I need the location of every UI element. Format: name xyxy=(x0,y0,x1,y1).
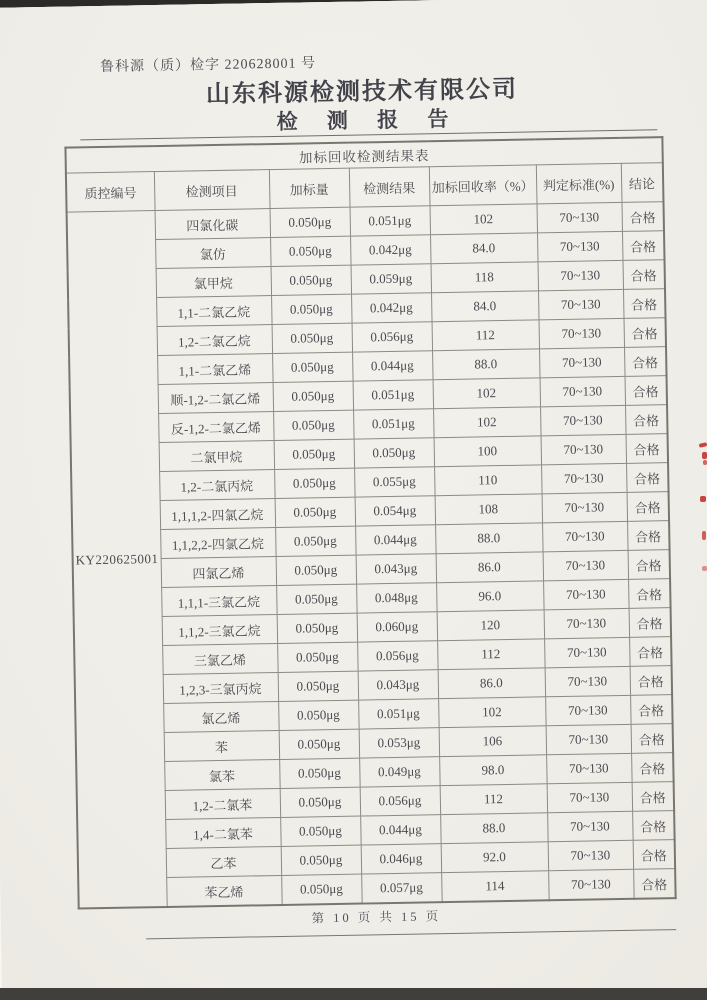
standard-cell: 70~130 xyxy=(537,231,622,261)
conclusion-cell: 合格 xyxy=(625,376,667,406)
spike-amount-cell: 0.050μg xyxy=(279,758,359,788)
spike-amount-cell: 0.050μg xyxy=(276,584,356,614)
spike-amount-cell: 0.050μg xyxy=(272,323,352,353)
recovery-rate-cell: 86.0 xyxy=(436,552,543,583)
spike-amount-cell: 0.050μg xyxy=(271,265,351,295)
spike-amount-cell: 0.050μg xyxy=(273,410,353,440)
conclusion-cell: 合格 xyxy=(630,695,672,725)
conclusion-cell: 合格 xyxy=(629,608,671,638)
item-cell: 1,1,2-三氯乙烷 xyxy=(162,615,277,646)
spike-amount-cell: 0.050μg xyxy=(272,352,352,382)
result-cell: 0.055μg xyxy=(354,467,434,497)
result-cell: 0.044μg xyxy=(352,351,432,381)
column-header: 加标量 xyxy=(269,168,350,208)
item-cell: 顺-1,2-二氯乙烯 xyxy=(158,383,273,414)
spike-amount-cell: 0.050μg xyxy=(271,294,351,324)
document-number: 鲁科源（质）检字 220628001 号 xyxy=(99,56,317,75)
result-cell: 0.049μg xyxy=(359,757,439,787)
spike-amount-cell: 0.050μg xyxy=(280,787,360,817)
conclusion-cell: 合格 xyxy=(627,521,669,551)
spike-amount-cell: 0.050μg xyxy=(275,526,355,556)
qc-number-cell: KY220625001 xyxy=(67,211,167,909)
item-cell: 苯乙烯 xyxy=(166,875,281,907)
conclusion-cell: 合格 xyxy=(625,405,667,435)
result-cell: 0.051μg xyxy=(358,699,438,729)
result-cell: 0.054μg xyxy=(355,496,435,526)
conclusion-cell: 合格 xyxy=(627,492,669,522)
result-cell: 0.059μg xyxy=(351,264,431,294)
item-cell: 苯 xyxy=(164,730,279,761)
standard-cell: 70~130 xyxy=(546,753,631,783)
conclusion-cell: 合格 xyxy=(623,289,665,319)
conclusion-cell: 合格 xyxy=(623,260,665,290)
standard-cell: 70~130 xyxy=(548,869,634,900)
result-cell: 0.046μg xyxy=(361,844,441,874)
item-cell: 反-1,2-二氯乙烯 xyxy=(158,412,273,443)
recovery-rate-cell: 112 xyxy=(437,639,544,670)
conclusion-cell: 合格 xyxy=(633,840,675,870)
standard-cell: 70~130 xyxy=(540,376,625,406)
conclusion-cell: 合格 xyxy=(629,637,671,667)
item-cell: 1,4-二氯苯 xyxy=(165,817,280,848)
conclusion-cell: 合格 xyxy=(628,579,670,609)
result-cell: 0.057μg xyxy=(361,873,442,904)
item-cell: 三氯乙烯 xyxy=(162,643,277,674)
item-cell: 1,1,1-三氯乙烷 xyxy=(161,586,276,617)
standard-cell: 70~130 xyxy=(541,434,626,464)
item-cell: 二氯甲烷 xyxy=(159,441,274,472)
table-title: 加标回收检测结果表 xyxy=(65,137,662,173)
recovery-rate-cell: 108 xyxy=(435,494,542,525)
spike-amount-cell: 0.050μg xyxy=(273,381,353,411)
conclusion-cell: 合格 xyxy=(631,724,673,754)
result-cell: 0.043μg xyxy=(356,554,436,584)
conclusion-cell: 合格 xyxy=(626,434,668,464)
standard-cell: 70~130 xyxy=(541,463,626,493)
recovery-rate-cell: 112 xyxy=(432,320,539,351)
item-cell: 1,2-二氯丙烷 xyxy=(159,470,274,501)
result-cell: 0.043μg xyxy=(358,670,438,700)
conclusion-cell: 合格 xyxy=(631,753,673,783)
recovery-rate-cell: 92.0 xyxy=(441,842,548,873)
item-cell: 氯甲烷 xyxy=(156,267,271,298)
spike-amount-cell: 0.050μg xyxy=(276,555,356,585)
conclusion-cell: 合格 xyxy=(624,347,666,377)
company-name: 山东科源检测技术有限公司 xyxy=(205,76,519,109)
result-cell: 0.060μg xyxy=(357,612,437,642)
column-header: 检测结果 xyxy=(349,167,430,207)
result-cell: 0.048μg xyxy=(356,583,436,613)
recovery-rate-cell: 88.0 xyxy=(432,349,539,380)
recovery-rate-cell: 102 xyxy=(433,378,540,409)
standard-cell: 70~130 xyxy=(538,289,623,319)
spike-amount-cell: 0.050μg xyxy=(281,874,362,905)
result-cell: 0.042μg xyxy=(350,235,430,265)
standard-cell: 70~130 xyxy=(539,318,624,348)
conclusion-cell: 合格 xyxy=(632,782,674,812)
item-cell: 四氯化碳 xyxy=(155,209,270,240)
spike-amount-cell: 0.050μg xyxy=(274,439,354,469)
spike-amount-cell: 0.050μg xyxy=(279,729,359,759)
recovery-rate-cell: 110 xyxy=(434,465,541,496)
recovery-rate-cell: 102 xyxy=(430,204,537,235)
standard-cell: 70~130 xyxy=(540,405,625,435)
item-cell: 氯仿 xyxy=(155,238,270,269)
results-table xyxy=(64,136,676,909)
recovery-rate-cell: 114 xyxy=(441,871,548,902)
recovery-rate-cell: 112 xyxy=(440,784,547,815)
column-header: 判定标准(%) xyxy=(536,163,622,203)
spike-amount-cell: 0.050μg xyxy=(280,816,360,846)
conclusion-cell: 合格 xyxy=(632,811,674,841)
spike-amount-cell: 0.050μg xyxy=(277,613,357,643)
item-cell: 1,2-二氯苯 xyxy=(165,788,280,819)
recovery-rate-cell: 86.0 xyxy=(438,668,545,699)
spike-amount-cell: 0.050μg xyxy=(277,642,357,672)
spike-amount-cell: 0.050μg xyxy=(275,497,355,527)
conclusion-cell: 合格 xyxy=(624,318,666,348)
spike-amount-cell: 0.050μg xyxy=(270,207,350,237)
scan-edge-bottom xyxy=(0,988,707,1000)
spike-amount-cell: 0.050μg xyxy=(274,468,354,498)
standard-cell: 70~130 xyxy=(547,782,632,812)
result-cell: 0.044μg xyxy=(355,525,435,555)
result-cell: 0.056μg xyxy=(360,786,440,816)
item-cell: 乙苯 xyxy=(166,846,281,877)
recovery-rate-cell: 102 xyxy=(438,697,545,728)
result-cell: 0.044μg xyxy=(360,815,440,845)
recovery-rate-cell: 100 xyxy=(434,436,541,467)
item-cell: 氯乙烯 xyxy=(163,701,278,732)
result-cell: 0.053μg xyxy=(359,728,439,758)
footer-divider-line xyxy=(146,929,676,939)
recovery-rate-cell: 118 xyxy=(431,262,538,293)
recovery-rate-cell: 106 xyxy=(439,726,546,757)
standard-cell: 70~130 xyxy=(542,492,627,522)
result-cell: 0.051μg xyxy=(353,409,433,439)
result-cell: 0.056μg xyxy=(357,641,437,671)
column-header: 质控编号 xyxy=(66,172,155,213)
standard-cell: 70~130 xyxy=(538,260,623,290)
column-header: 结论 xyxy=(621,163,664,203)
page-number: 第 10 页 共 15 页 xyxy=(311,909,442,926)
recovery-rate-cell: 102 xyxy=(433,407,540,438)
recovery-rate-cell: 98.0 xyxy=(439,755,546,786)
conclusion-cell: 合格 xyxy=(633,869,676,899)
conclusion-cell: 合格 xyxy=(621,202,663,232)
column-header: 加标回收率（%） xyxy=(429,165,537,206)
standard-cell: 70~130 xyxy=(544,608,629,638)
result-cell: 0.042μg xyxy=(351,293,431,323)
conclusion-cell: 合格 xyxy=(626,463,668,493)
report-title: 检 测 报 告 xyxy=(276,106,461,134)
standard-cell: 70~130 xyxy=(543,550,628,580)
spike-amount-cell: 0.050μg xyxy=(281,845,361,875)
spike-amount-cell: 0.050μg xyxy=(278,671,358,701)
recovery-rate-cell: 88.0 xyxy=(435,523,542,554)
result-cell: 0.051μg xyxy=(353,380,433,410)
standard-cell: 70~130 xyxy=(537,202,622,232)
item-cell: 四氯乙烯 xyxy=(161,557,276,588)
result-cell: 0.051μg xyxy=(350,206,430,236)
conclusion-cell: 合格 xyxy=(622,231,664,261)
recovery-rate-cell: 88.0 xyxy=(440,813,547,844)
result-cell: 0.056μg xyxy=(352,322,432,352)
spike-amount-cell: 0.050μg xyxy=(278,700,358,730)
item-cell: 氯苯 xyxy=(164,759,279,790)
spike-amount-cell: 0.050μg xyxy=(270,236,350,266)
item-cell: 1,1-二氯乙烷 xyxy=(156,296,271,327)
conclusion-cell: 合格 xyxy=(630,666,672,696)
standard-cell: 70~130 xyxy=(546,724,631,754)
standard-cell: 70~130 xyxy=(545,695,630,725)
item-cell: 1,2,3-三氯丙烷 xyxy=(163,672,278,703)
standard-cell: 70~130 xyxy=(545,666,630,696)
item-cell: 1,1,1,2-四氯乙烷 xyxy=(160,499,275,530)
standard-cell: 70~130 xyxy=(548,840,633,870)
standard-cell: 70~130 xyxy=(544,637,629,667)
standard-cell: 70~130 xyxy=(542,521,627,551)
recovery-rate-cell: 96.0 xyxy=(436,581,543,612)
item-cell: 1,1-二氯乙烯 xyxy=(157,354,272,385)
conclusion-cell: 合格 xyxy=(628,550,670,580)
standard-cell: 70~130 xyxy=(547,811,632,841)
recovery-rate-cell: 84.0 xyxy=(431,291,538,322)
recovery-rate-cell: 120 xyxy=(437,610,544,641)
item-cell: 1,1,2,2-四氯乙烷 xyxy=(160,528,275,559)
standard-cell: 70~130 xyxy=(543,579,628,609)
column-header: 检测项目 xyxy=(154,170,270,211)
standard-cell: 70~130 xyxy=(539,347,624,377)
recovery-rate-cell: 84.0 xyxy=(430,233,537,264)
item-cell: 1,2-二氯乙烷 xyxy=(157,325,272,356)
result-cell: 0.050μg xyxy=(354,438,434,468)
